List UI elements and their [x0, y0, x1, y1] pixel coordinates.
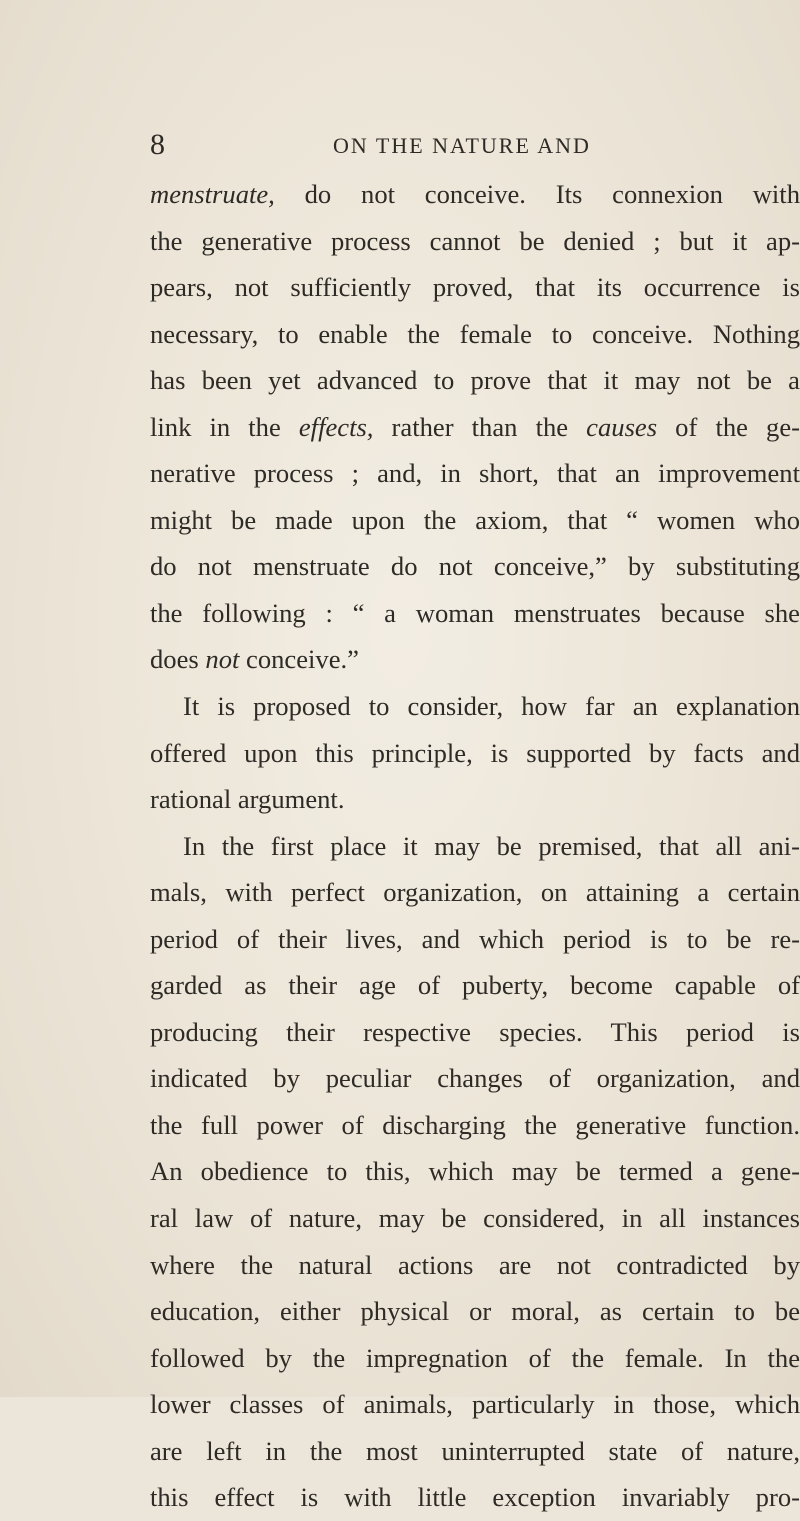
text-line: indicated by peculiar changes of organization, and	[150, 1063, 800, 1094]
text-line: necessary, to enable the female to conceive. Nothing	[150, 318, 800, 349]
text-line: pears, not sufficiently proved, that its occurrence is	[150, 272, 800, 303]
text-line: the generative process cannot be denied ; but it ap-	[150, 225, 800, 256]
text-line: might be made upon the axiom, that “ women who	[150, 504, 800, 535]
text-line: offered upon this principle, is supported by facts and	[150, 737, 800, 768]
text-line: the full power of discharging the generative function.	[150, 1109, 800, 1140]
text-line: followed by the impregnation of the female. In the	[150, 1342, 800, 1373]
text-line: rational argument.	[150, 784, 345, 815]
text-line: mals, with perfect organization, on attaining a certain	[150, 877, 800, 908]
text-line: do not menstruate do not conceive,” by substituting	[150, 551, 800, 582]
text-line: ral law of nature, may be considered, in all instances	[150, 1203, 800, 1234]
text-line: nerative process ; and, in short, that an improvement	[150, 458, 800, 489]
text-line: menstruate, do not conceive. Its connexion with	[150, 179, 800, 209]
text-line: the following : “ a woman menstruates because she	[150, 597, 800, 628]
text-line: this effect is with little exception invariably pro-	[150, 1482, 800, 1513]
running-head: ON THE NATURE AND	[333, 133, 591, 158]
paragraph-start-line: In the first place it may be premised, that all ani-	[183, 830, 800, 861]
text-line: link in the effects, rather than the causes of the ge-	[150, 411, 800, 442]
paragraph-start-line: It is proposed to consider, how far an explanation	[183, 691, 800, 722]
text-line: producing their respective species. This period is	[150, 1016, 800, 1047]
text-line: has been yet advanced to prove that it may not be a	[150, 365, 800, 396]
text-line: period of their lives, and which period is to be re-	[150, 923, 800, 954]
page-number: 8	[150, 128, 165, 161]
text-line: lower classes of animals, particularly in those, which	[150, 1389, 800, 1420]
text-line: garded as their age of puberty, become capable of	[150, 970, 800, 1001]
text-line: does not conceive.”	[150, 644, 359, 675]
text-line: education, either physical or moral, as certain to be	[150, 1296, 800, 1327]
text-line: where the natural actions are not contradicted by	[150, 1249, 800, 1280]
body-text	[150, 171, 800, 1521]
text-line: An obedience to this, which may be termed a gene-	[150, 1156, 800, 1187]
text-line: are left in the most uninterrupted state of nature,	[150, 1435, 800, 1466]
page-header	[150, 130, 720, 160]
